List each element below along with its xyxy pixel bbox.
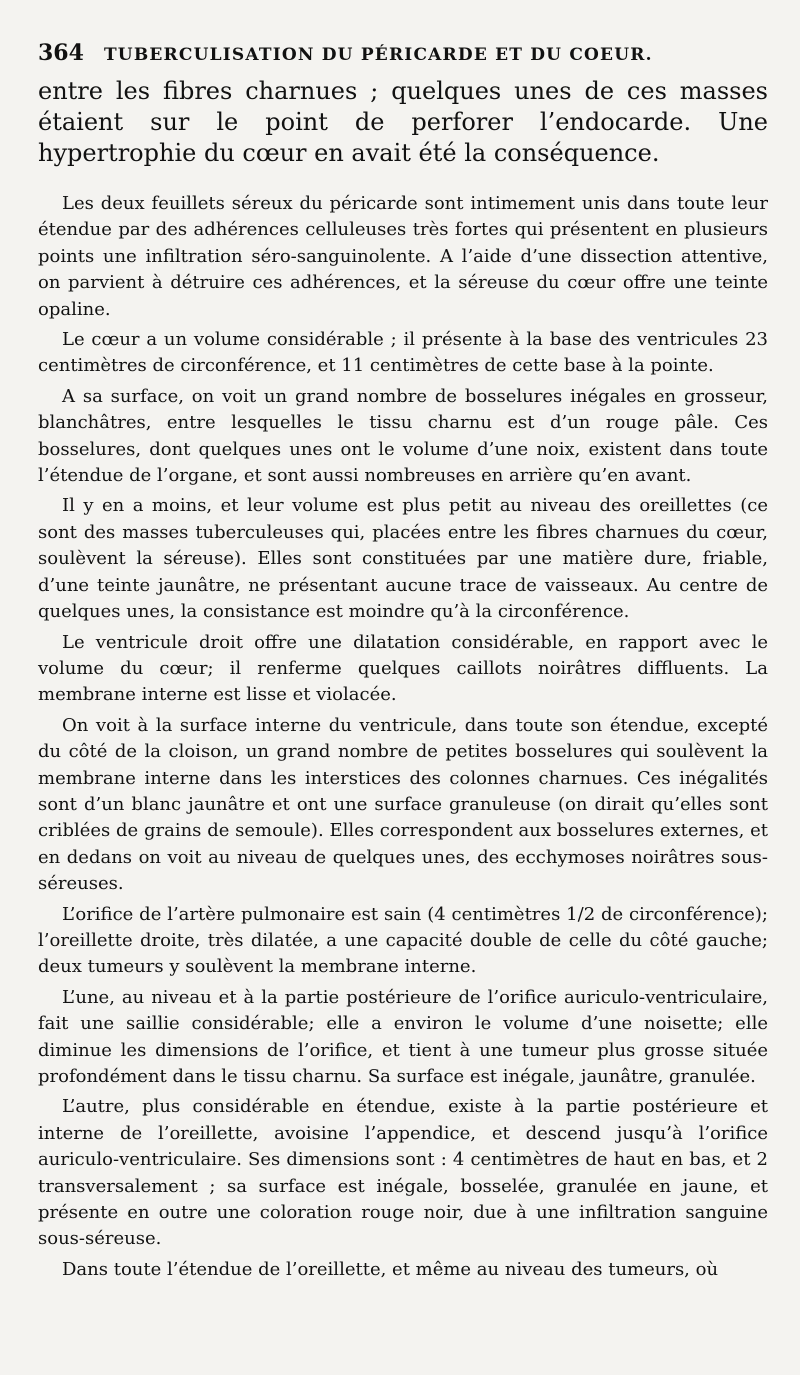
paragraph: L’autre, plus considérable en étendue, existe à la partie postérieure et interne de l’oreillette, avoisine l’appendice, et descend jusqu’à l’orifice auriculo-ventriculaire. Ses dimensions sont : 4 centimètres de haut en bas, et 2 transversalement ; sa surface est inégale, bosselée, granulée en jaune, et présente en outre une coloration rouge noir, due à une infiltration sanguine sous-séreuse. [38, 1096, 768, 1250]
paragraph: On voit à la surface interne du ventricule, dans toute son étendue, excepté du côté de la cloison, un grand nombre de petites bosselures qui soulèvent la membrane interne dans les interstices des colonnes charnues. Ces inégalités sont d’un blanc jaunâtre et ont une surface granuleuse (on dirait qu’elles sont criblées de grains de semoule). Elles correspondent aux bosselures externes, et en dedans on voit au niveau de quelques unes, des ecchymoses noirâtres sous-séreuses. [38, 714, 768, 895]
paragraph: Il y en a moins, et leur volume est plus petit au niveau des oreillettes (ce sont des masses tuberculeuses qui, placées entre les fibres charnues du cœur, soulèvent la séreuse). Elles sont constituées par une matière dure, friable, d’une teinte jaunâtre, ne présentant aucune trace de vaisseaux. Au centre de quelques unes, la consistance est moindre qu’à la circonférence. [38, 495, 768, 623]
paragraph: Le cœur a un volume considérable ; il présente à la base des ventricules 23 centimètres de circonférence, et 11 centimètres de cette base à la pointe. [38, 329, 768, 377]
paragraph: L’une, au niveau et à la partie postérieure de l’orifice auriculo-ventriculaire, fait une saillie considérable; elle a environ le volume d’une noisette; elle diminue les dimensions de l’orifice, et tient à une tumeur plus grosse située profondément dans le tissu charnu. Sa surface est inégale, jaunâtre, granulée. [38, 986, 768, 1087]
paragraph: Dans toute l’étendue de l’oreillette, et même au niveau des tumeurs, où [62, 1258, 719, 1280]
paragraph: Les deux feuillets séreux du péricarde sont intimement unis dans toute leur étendue par des adhérences celluleuses très fortes qui présentent en plusieurs points une infiltration séro-sanguinolente. A l’aide d’une dissection attentive, on parvient à détruire ces adhérences, et la séreuse du cœur offre une teinte opaline. [38, 193, 768, 320]
paragraph: A sa surface, on voit un grand nombre de bosselures inégales en grosseur, blanchâtres, entre lesquelles le tissu charnu est d’un rouge pâle. Ces bosselures, dont quelques unes ont le volume d’une noix, existent dans toute l’étendue de l’organe, et sont aussi nombreuses en arrière qu’en avant. [38, 385, 768, 487]
running-head [38, 40, 768, 76]
page-number: 364 [38, 40, 84, 66]
body-text [38, 191, 768, 1283]
lead-paragraph: entre les fibres charnues ; quelques unes de ces masses étaient sur le point de perforer l’endocarde. Une hypertrophie du cœur en avait été la conséquence. [38, 77, 768, 167]
paragraph: L’orifice de l’artère pulmonaire est sain (4 centimètres 1/2 de circonférence); l’oreillette droite, très dilatée, a une capacité double de celle du côté gauche; deux tumeurs y soulèvent la membrane interne. [38, 903, 768, 978]
running-title: TUBERCULISATION DU PÉRICARDE ET DU COEUR. [103, 45, 653, 65]
paragraph: Le ventricule droit offre une dilatation considérable, en rapport avec le volume du cœur; il renferme quelques caillots noirâtres diffluents. La membrane interne est lisse et violacée. [38, 631, 768, 706]
